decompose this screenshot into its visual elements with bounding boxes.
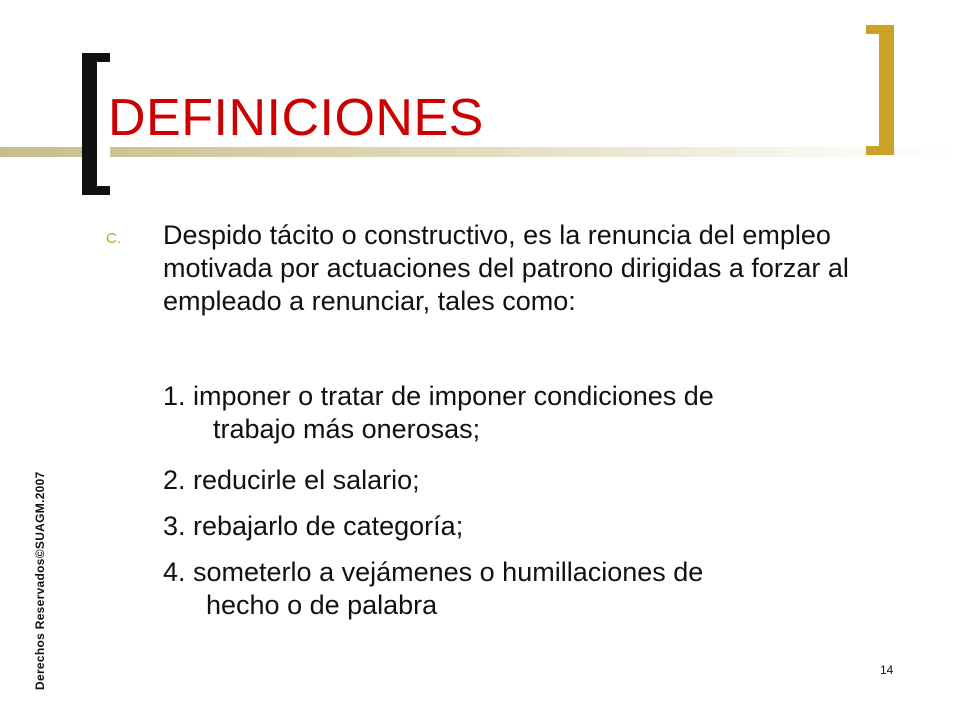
copyright-watermark: Derechos Reservados©SUAGM.2007	[33, 471, 47, 690]
list-item-continuation: trabajo más onerosas;	[213, 414, 481, 444]
left-bracket-decoration	[82, 53, 110, 195]
page-number: 14	[880, 663, 894, 677]
list-item-1	[163, 380, 863, 446]
list-item-4	[163, 556, 863, 622]
list-item-3	[163, 510, 863, 543]
list-item-continuation: hecho o de palabra	[206, 590, 438, 620]
title-underline-bar	[0, 147, 960, 157]
list-item-text: 4. someterlo a vejámenes o humillaciones de	[163, 557, 704, 587]
list-item-text: 3. rebajarlo de categoría;	[163, 511, 464, 541]
list-item-text: 1. imponer o tratar de imponer condiciones de	[163, 381, 714, 411]
list-item-text: 2. reducirle el salario;	[163, 465, 420, 495]
list-item-2	[163, 464, 863, 497]
definition-paragraph: Despido tácito o constructivo, es la renuncia del empleo motivada por actuaciones del patrono dirigidas a forzar al empleado a renunciar, tales como:	[163, 220, 849, 316]
bullet-letter: C.	[106, 230, 121, 247]
right-bracket-decoration	[866, 25, 894, 155]
slide-title: DEFINICIONES	[108, 89, 484, 147]
